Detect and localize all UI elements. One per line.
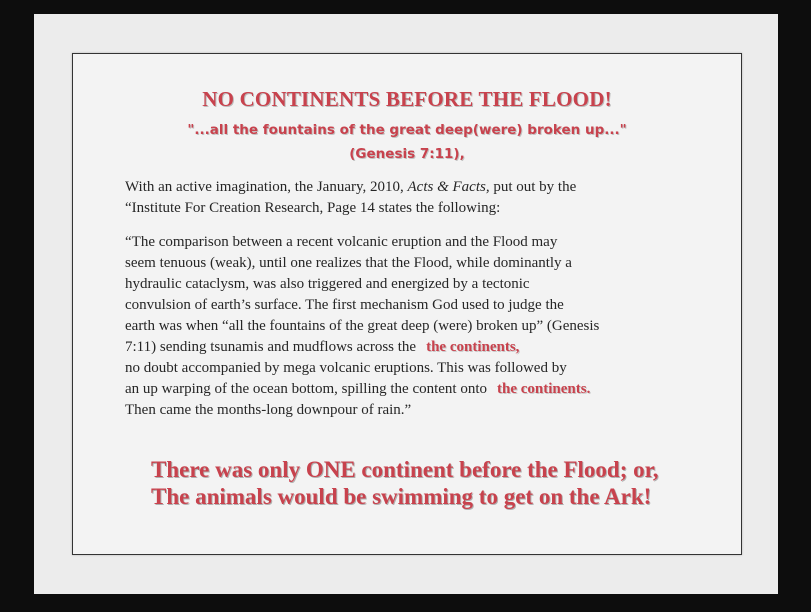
highlight-the-continents-1: the continents, xyxy=(426,339,520,355)
intro-line-1 xyxy=(125,177,715,198)
quote-line-text: 7:11) sending tsunamis and mudflows across the xyxy=(125,339,417,355)
scripture-reference: (Genesis 7:11), xyxy=(349,146,465,162)
quote-line-with-highlight xyxy=(125,379,715,400)
quote-line: Then came the months-long downpour of rain.” xyxy=(125,402,412,418)
intro-text-b: put out by the xyxy=(489,179,577,195)
intro-text-a: With an active imagination, the January, 2010, xyxy=(125,179,408,195)
scripture-quote: "...all the fountains of the great deep(were) broken up..." xyxy=(187,122,627,138)
quote-line-text: an up warping of the ocean bottom, spilling the content onto xyxy=(125,381,488,397)
quote-line: seem tenuous (weak), until one realizes that the Flood, while dominantly a xyxy=(125,255,572,271)
intro-line-2: “Institute For Creation Research, Page 14 states the following: xyxy=(125,200,501,216)
conclusion-line-2: The animals would be swimming to get on the Ark! xyxy=(151,484,652,509)
publication-title: Acts & Facts, xyxy=(407,179,490,195)
quote-paragraph xyxy=(125,232,715,421)
quote-line: earth was when “all the fountains of the great deep (were) broken up” (Genesis xyxy=(125,318,600,334)
slide-title: NO CONTINENTS BEFORE THE FLOOD! xyxy=(202,87,612,111)
quote-line: no doubt accompanied by mega volcanic eruptions. This was followed by xyxy=(125,360,567,376)
quote-line-with-highlight xyxy=(125,337,715,358)
quote-line: “The comparison between a recent volcanic eruption and the Flood may xyxy=(125,234,558,250)
highlight-the-continents-2: the continents. xyxy=(497,381,591,397)
quote-line: convulsion of earth’s surface. The first mechanism God used to judge the xyxy=(125,297,564,313)
intro-paragraph xyxy=(125,177,715,219)
slide-card xyxy=(72,53,742,555)
quote-line: hydraulic cataclysm, was also triggered and energized by a tectonic xyxy=(125,276,530,292)
conclusion-line-1: There was only ONE continent before the Flood; or, xyxy=(151,457,659,482)
slide-background xyxy=(34,14,778,594)
